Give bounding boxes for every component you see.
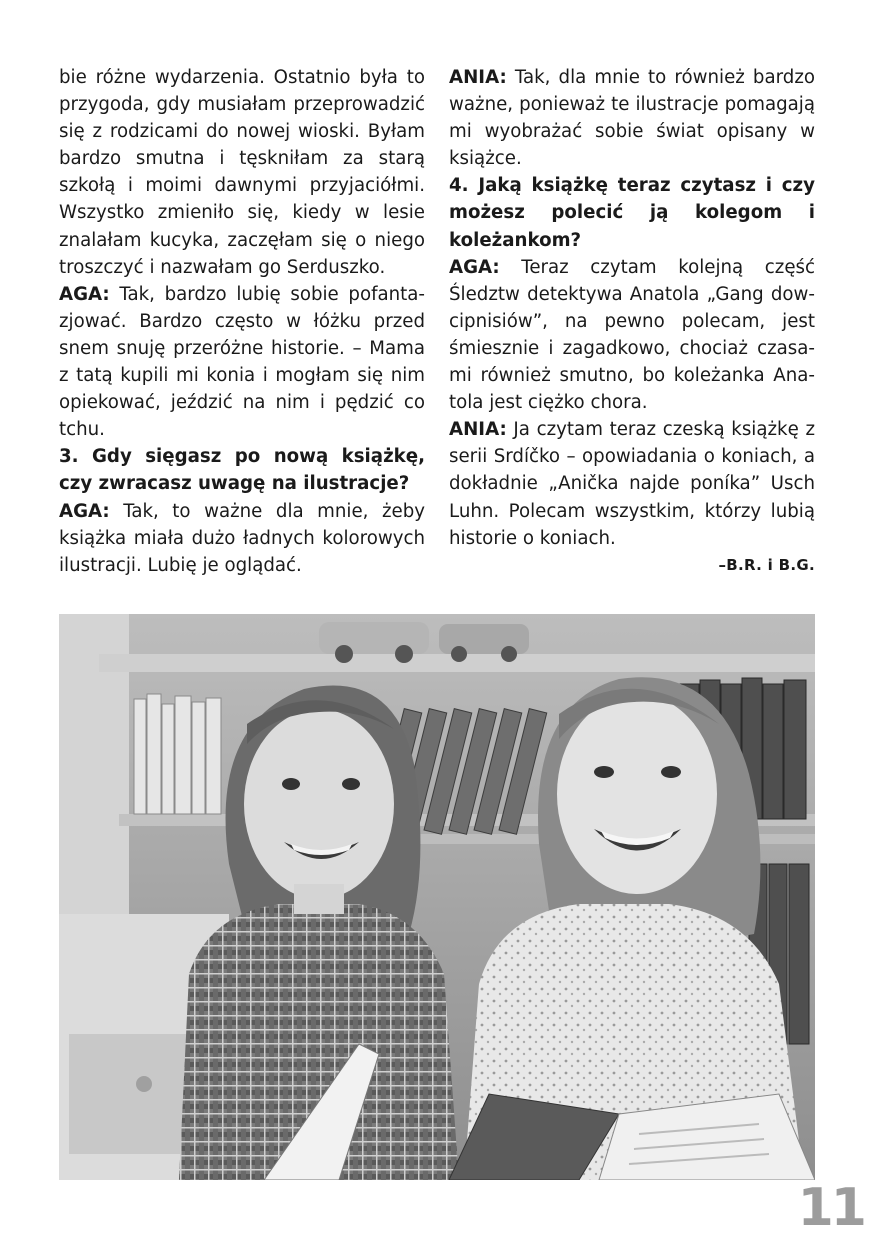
paragraph [59, 498, 425, 579]
answer-text: Tak, bardzo lubię sobie pofantazjować. Bardzo często w łóżku przed snem snuję przeróżne historie. – Mama z tatą kupili mi konia i mogłam się nim opiekować, jeździć na nim i pędzić co tchu. [59, 283, 425, 441]
page-number: 11 [797, 1178, 864, 1238]
photo-two-girls-reading [59, 614, 815, 1180]
speaker-label: AGA: [59, 283, 110, 305]
answer-text: Tak, to ważne dla mnie, żeby książka miała dużo ładnych kolorowych ilustracji. Lubię je oglądać. [59, 500, 425, 576]
paragraph [59, 281, 425, 444]
answer-text: Teraz czytam kolejną część Śledztw detektywa Anatola „Gang dowcipnisiów”, na pewno polecam, jest śmiesznie i zagadkowo, chociaż czasami również smutno, bo koleżanka Anatola jest ciężko chora. [449, 256, 815, 414]
speaker-label: ANIA: [449, 67, 507, 88]
paragraph [449, 64, 815, 172]
photo-illustration [59, 614, 815, 1180]
text-column-right [449, 64, 815, 579]
answer-text: Tak, dla mnie to również bardzo ważne, ponieważ te ilustracje pomagają mi wyobrażać sobie świat opisany w książce. [449, 67, 815, 170]
paragraph: bie różne wydarzenia. Ostatnio była to przygoda, gdy musiałam przeprowadzić się z rodzicami do nowej wioski. Byłam bardzo smutna i tęskniłam za starą szkołą i moimi dawnymi przyjaciółmi. Wszystko zmieniło się, kiedy w lesie znalałam kucyka, zaczęłam się o niego troszczyć i nazwałam go Serduszko. [59, 67, 425, 278]
speaker-label: AGA: [449, 256, 500, 278]
speaker-label: AGA: [59, 500, 110, 522]
text-column-left [59, 64, 425, 579]
question-heading: 3. Gdy sięgasz po nową książkę, czy zwracasz uwagę na ilustracje? [59, 446, 425, 495]
speaker-label: ANIA: [449, 419, 507, 441]
answer-text: Ja czytam teraz czeską książkę z serii Srdíčko – opowiadania o koniach, a dokładnie „Anička najde poníka” Usch Luhn. Polecam wszystkim, którzy lubią historie o koniach. [449, 419, 815, 549]
author-signature: –B.R. i B.G. [718, 555, 815, 574]
question-heading: 4. Jaką książkę teraz czytasz i czy możesz polecić ją kolegom i koleżankom? [449, 175, 815, 251]
paragraph [449, 416, 815, 551]
paragraph [449, 254, 815, 417]
